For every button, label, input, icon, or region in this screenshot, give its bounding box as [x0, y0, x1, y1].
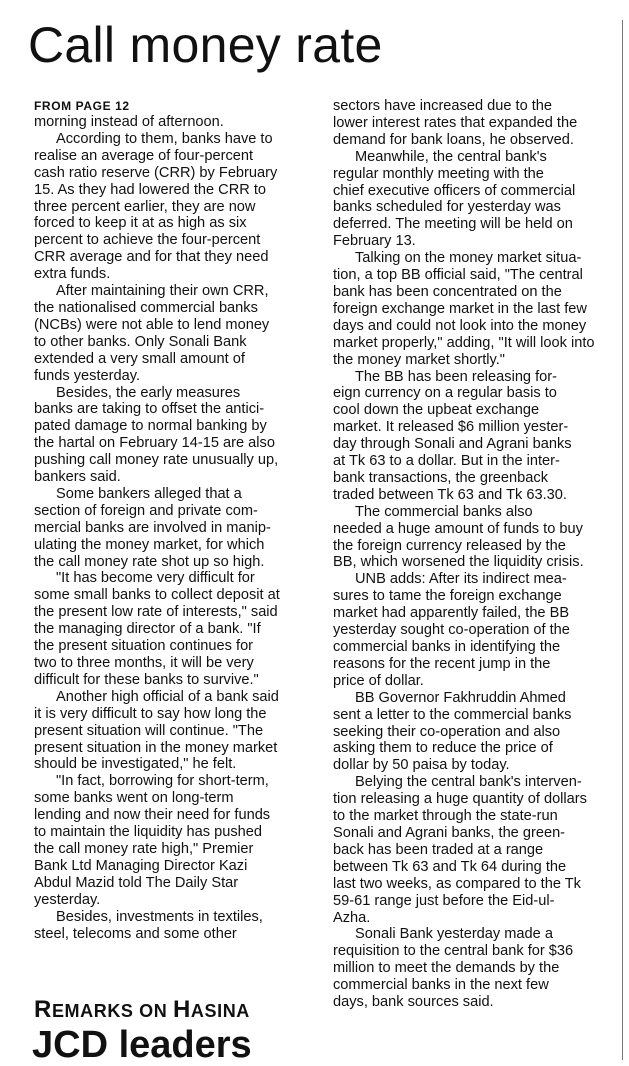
paragraph: Sonali Bank yesterday made a requisition to the central bank for $36 million to meet the demands by the commercial banks in the next few days, bank sources said.	[333, 926, 574, 1011]
next-article-headline: JCD leaders	[32, 1024, 252, 1066]
paragraph: BB Governor Fakhruddin Ahmed sent a letter to the commercial banks seeking their co-operation and also asking them to reduce the price of dollar by 50 paisa by today.	[333, 689, 572, 774]
paragraph: Some bankers alleged that a section of foreign and private com- mercial banks are involved in manip- ulating the money market, for which the call money rate shot up so high.	[34, 485, 271, 570]
paragraph: According to them, banks have to realise an average of four-percent cash ratio reserve (CRR) by February 15. As they had lowered the CRR to three percent earlier, they are now forced to keep it at as high as six percent to achieve the four-percent CRR average and for that they need extra funds.	[34, 130, 278, 283]
paragraph: Another high official of a bank said it is very difficult to say how long the present situation will continue. "The present situation in the money market should be investigated," he felt.	[34, 688, 279, 773]
paragraph: sectors have increased due to the lower interest rates that expanded the demand for bank loans, he observed.	[333, 98, 578, 148]
next-article-kicker: REMARKS ON HASINA	[34, 996, 250, 1023]
paragraph: Besides, investments in textiles, steel, telecoms and some other	[34, 908, 263, 942]
continuation-kicker: FROM PAGE 12	[34, 99, 130, 113]
paragraph: The BB has been releasing for- eign currency on a regular basis to cool down the upbeat exchange market. It released $6 million yester- day through Sonali and Agrani banks at Tk 63 to a dollar. But in the inter- bank transactions, the greenback traded between Tk 63 and Tk 63.30.	[333, 368, 572, 503]
paragraph: morning instead of afternoon.	[34, 114, 224, 130]
paragraph: UNB adds: After its indirect mea- sures to tame the foreign exchange market had apparently failed, the BB yesterday sought co-operation of the commercial banks in identifying the reasons for the recent jump in the price of dollar.	[333, 571, 570, 689]
paragraph: After maintaining their own CRR, the nationalised commercial banks (NCBs) were not able to lend money to other banks. Only Sonali Bank extended a very small amount of funds yesterday.	[34, 283, 270, 384]
paragraph: "In fact, borrowing for short-term, some banks went on long-term lending and now their need for funds to maintain the liquidity has pushed the call money rate high," Premier Bank Ltd Managing Director Kazi Abdul Mazid told The Daily Star yesterday.	[34, 773, 271, 908]
article-column-right	[333, 98, 611, 1011]
paragraph: Belying the central bank's interven- tion releasing a huge quantity of dollars to the market through the state-run Sonali and Agrani banks, the green- back has been traded at a range between Tk 63 and Tk 64 during the last two weeks, as compared to the Tk 59-61 range just before the Eid-ul- Azha.	[333, 774, 587, 926]
paragraph: The commercial banks also needed a huge amount of funds to buy the foreign currency released by the BB, which worsened the liquidity crisis.	[333, 503, 584, 571]
paragraph: "It has become very difficult for some small banks to collect deposit at the present low rate of interests," said the managing director of a bank. "If the present situation continues for two to three months, it will be very difficult for these banks to survive."	[34, 570, 280, 688]
article-headline: Call money rate	[28, 17, 383, 73]
paragraph: Besides, the early measures banks are taking to offset the antici- pated damage to normal banking by the hartal on February 14-15 are also pushing call money rate unusually up, bankers said.	[34, 384, 279, 486]
paragraph: Meanwhile, the central bank's regular monthly meeting with the chief executive officers of commercial banks scheduled for yesterday was deferred. The meeting will be held on February 13.	[333, 148, 576, 250]
column-divider	[622, 20, 623, 1060]
article-column-left	[34, 98, 312, 942]
paragraph: Talking on the money market situa- tion, a top BB official said, "The central bank has been concentrated on the foreign exchange market in the last few days and could not look into the money market properly," adding, "It will look into the money market shortly."	[333, 250, 595, 368]
